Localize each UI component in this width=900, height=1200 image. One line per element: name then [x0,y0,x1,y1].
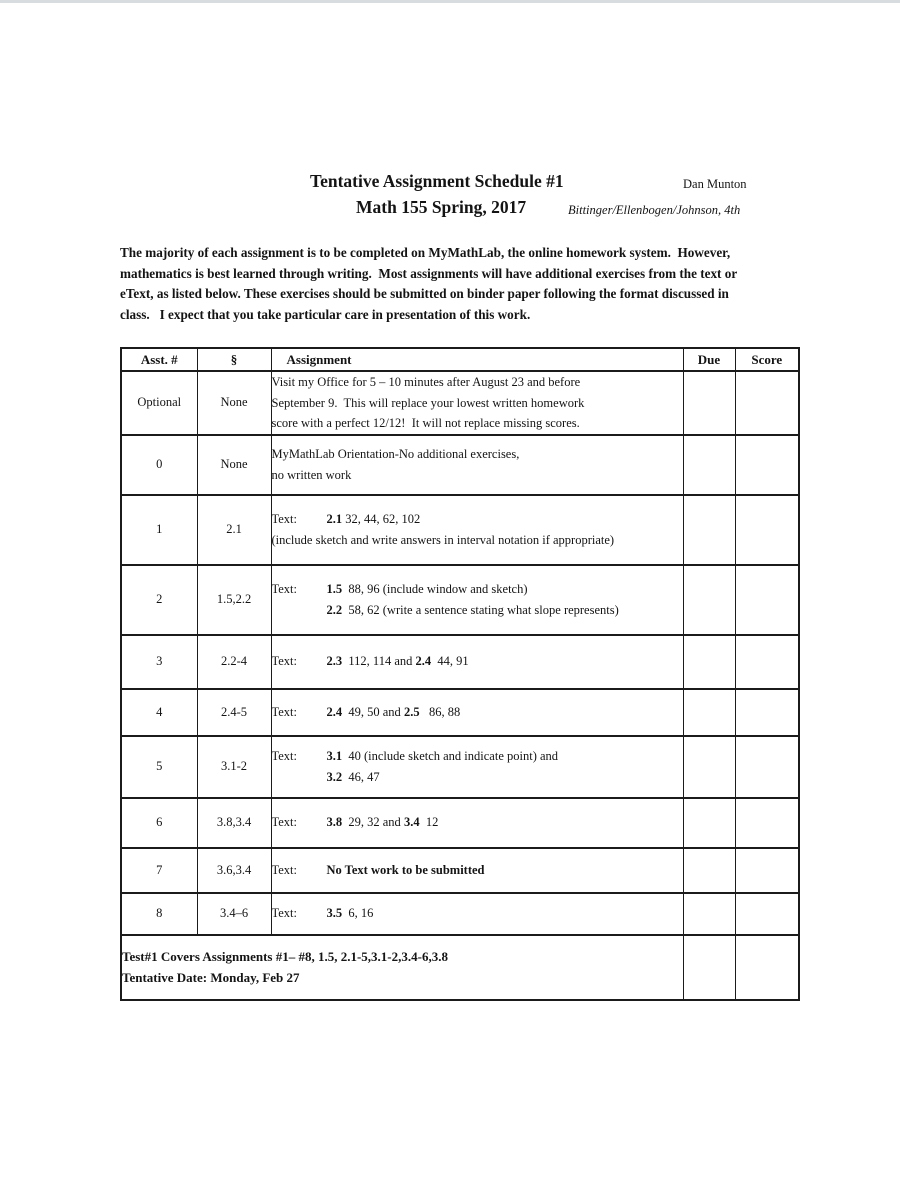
text-run: no written work [271,467,352,482]
bold-text-run: 3.8 [326,815,343,830]
score-cell [735,893,799,935]
asst-number-cell: 0 [121,435,197,495]
score-cell [735,736,799,798]
assignment-cell [271,635,683,689]
assignment-line [272,746,683,767]
intro-line: class. I expect that you take particular care in presentation of this work. [120,306,531,322]
assignment-line [272,903,683,924]
due-cell [683,848,735,893]
assignment-cell [271,798,683,848]
table-row [121,689,799,736]
table-row [121,736,799,798]
score-cell [735,848,799,893]
bold-text-run: 3.2 [326,769,343,784]
text-label: Text: [271,654,298,669]
due-cell [683,371,735,435]
assignment-line [272,702,683,723]
test-info-line: Tentative Date: Monday, Feb 27 [122,970,300,985]
assignment-cell [271,495,683,565]
assignment-line [272,651,683,672]
score-cell [735,495,799,565]
table-row [121,495,799,565]
assignment-line [272,530,683,551]
table-row [121,635,799,689]
bold-text-run: 3.4 [403,815,420,830]
bold-text-run: 1.5 [326,582,343,596]
section-cell: 2.1 [197,495,271,565]
text-run: 6, 16 [342,906,374,921]
assignment-cell [271,893,683,935]
bold-text-run: 3.1 [326,749,343,763]
text-label: Text: [271,512,298,526]
asst-number-cell: 2 [121,565,197,635]
col-header-asst: Asst. # [121,348,197,371]
bold-text-run: 2.2 [326,602,343,617]
assignment-cell [271,565,683,635]
table-row [121,893,799,935]
score-cell [735,635,799,689]
col-header-section: § [197,348,271,371]
col-header-score: Score [735,348,799,371]
section-cell: 3.4–6 [197,893,271,935]
text-run: 32, 44, 62, 102 [345,512,421,526]
scan-edge-artifact [0,0,900,3]
due-cell [683,893,735,935]
intro-line: mathematics is best learned through writing. Most assignments will have additional exercises from the text or [120,265,738,281]
assignment-line [272,465,683,486]
due-cell [683,935,735,1000]
assignment-line [272,860,683,881]
asst-number-cell: 1 [121,495,197,565]
text-run: 88, 96 (include window and sketch) [342,582,528,596]
text-run: score with a perfect 12/12! It will not replace missing scores. [271,416,580,430]
assignment-cell [271,371,683,435]
table-row [121,848,799,893]
text-label: Text: [271,815,298,830]
assignment-cell [271,848,683,893]
text-run: 40 (include sketch and indicate point) and [342,749,559,763]
section-cell: 2.4-5 [197,689,271,736]
assignment-line [272,600,683,621]
intro-line: The majority of each assignment is to be completed on MyMathLab, the online homework system. However, [120,245,731,260]
score-cell [735,435,799,495]
bold-text-run: No Text work to be submitted [326,862,485,877]
text-run: Visit my Office for 5 – 10 minutes after August 23 and before [271,375,581,389]
score-cell [735,935,799,1000]
table-row [121,435,799,495]
text-label: Text: [271,582,298,596]
section-cell: 2.2-4 [197,635,271,689]
document-title: Tentative Assignment Schedule #1 [310,171,564,191]
bold-text-run: 2.3 [326,654,343,669]
table-row [121,565,799,635]
bold-text-run: 2.4 [326,704,343,719]
asst-number-cell: 3 [121,635,197,689]
course-title: Math 155 Spring, 2017 [356,197,527,217]
assignment-cell [271,736,683,798]
text-run: 44, 91 [431,654,469,669]
text-run: 46, 47 [342,769,380,784]
test-info-row [121,935,799,1000]
due-cell [683,635,735,689]
assignment-line [272,767,683,788]
text-run: 58, 62 (write a sentence stating what slope represents) [342,602,619,617]
assignment-line [272,444,683,465]
due-cell [683,435,735,495]
bold-text-run: 3.5 [326,906,343,921]
asst-number-cell: 5 [121,736,197,798]
text-run: 29, 32 and [342,815,404,830]
text-label: Text: [271,862,298,877]
col-header-assignment: Assignment [271,348,683,371]
asst-number-cell: 6 [121,798,197,848]
text-run: September 9. This will replace your lowest written homework [271,395,585,410]
asst-number-cell: 4 [121,689,197,736]
text-run: (include sketch and write answers in interval notation if appropriate) [271,532,615,547]
intro-paragraph [120,243,737,325]
assignment-line [272,413,683,434]
text-run: 86, 88 [419,704,461,719]
test-info-cell [121,935,683,1000]
score-cell [735,798,799,848]
text-label: Text: [271,906,298,921]
section-cell: None [197,371,271,435]
due-cell [683,495,735,565]
assignment-cell [271,435,683,495]
due-cell [683,565,735,635]
intro-line: eText, as listed below. These exercises should be submitted on binder paper following the format discussed in [120,286,729,302]
assignment-cell [271,689,683,736]
assignment-line [272,509,683,530]
score-cell [735,371,799,435]
text-label: Text: [271,749,298,763]
assignment-line [272,579,683,600]
due-cell [683,736,735,798]
schedule-table-body [121,371,799,1000]
text-run: 12 [419,815,439,830]
textbook-reference: Bittinger/Ellenbogen/Johnson, 4th [568,203,741,217]
asst-number-cell: 8 [121,893,197,935]
table-row [121,371,799,435]
assignment-line [272,393,683,414]
col-header-due: Due [683,348,735,371]
bold-text-run: 2.1 [326,512,346,526]
test-info-line: Test#1 Covers Assignments #1– #8, 1.5, 2.1-5,3.1-2,3.4-6,3.8 [122,949,448,964]
section-cell: None [197,435,271,495]
section-cell: 3.8,3.4 [197,798,271,848]
section-cell: 1.5,2.2 [197,565,271,635]
score-cell [735,565,799,635]
table-header-row [121,348,799,371]
score-cell [735,689,799,736]
text-label: Text: [271,704,298,719]
due-cell [683,798,735,848]
text-run: 49, 50 and [342,704,404,719]
text-run: 112, 114 and [342,654,416,669]
section-cell: 3.1-2 [197,736,271,798]
instructor-name: Dan Munton [683,177,747,191]
bold-text-run: 2.5 [403,704,420,719]
asst-number-cell: Optional [121,371,197,435]
due-cell [683,689,735,736]
assignment-line [272,372,683,393]
bold-text-run: 2.4 [415,654,432,669]
text-run: MyMathLab Orientation-No additional exercises, [271,447,520,461]
asst-number-cell: 7 [121,848,197,893]
schedule-table [120,347,800,1001]
assignment-line [272,812,683,833]
section-cell: 3.6,3.4 [197,848,271,893]
table-row [121,798,799,848]
